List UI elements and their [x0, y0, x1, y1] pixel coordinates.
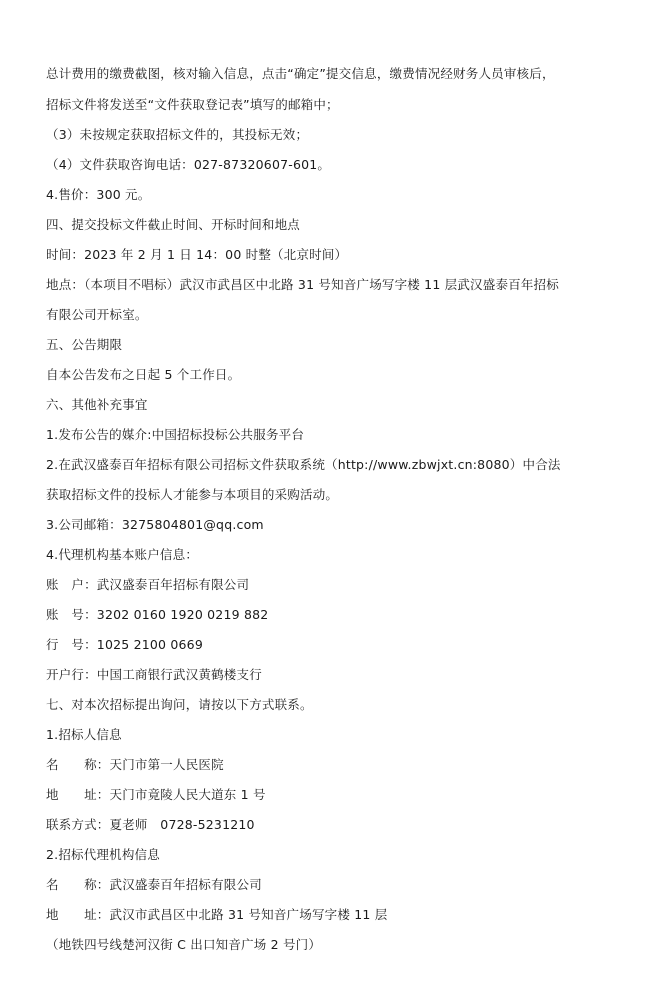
text-line: 3.公司邮箱：3275804801@qq.com: [46, 517, 264, 532]
text-line: 时间：2023 年 2 月 1 日 14：00 时整（北京时间）: [46, 247, 348, 262]
text-line: 联系方式：夏老师 0728-5231210: [46, 817, 255, 832]
text-line: 4.代理机构基本账户信息：: [46, 547, 199, 562]
text-line: 名 称：武汉盛泰百年招标有限公司: [46, 877, 262, 892]
text-line: 获取招标文件的投标人才能参与本项目的采购活动。: [46, 487, 339, 502]
text-line: 行 号：1025 2100 0669: [46, 637, 203, 652]
text-line: 2.招标代理机构信息: [46, 847, 160, 862]
text-line: 账 号：3202 0160 1920 0219 882: [46, 607, 269, 622]
text-line: 地 址：天门市竟陵人民大道东 1 号: [46, 787, 266, 802]
text-line: 地点：（本项目不唱标）武汉市武昌区中北路 31 号知音广场写字楼 11 层武汉盛泰百年招标: [46, 277, 559, 292]
text-line: 1.招标人信息: [46, 727, 122, 742]
section-heading: 五、公告期限: [46, 337, 123, 352]
text-line: 开户行：中国工商银行武汉黄鹤楼支行: [46, 667, 262, 682]
text-line: 招标文件将发送至“文件获取登记表”填写的邮箱中；: [46, 97, 339, 112]
text-line: （4）文件获取咨询电话：027-87320607-601。: [46, 157, 331, 172]
text-line: 4.售价：300 元。: [46, 187, 151, 202]
text-line: 2.在武汉盛泰百年招标有限公司招标文件获取系统（http://www.zbwjxt.cn:8080）中合法: [46, 457, 561, 472]
section-heading: 六、其他补充事宜: [46, 397, 148, 412]
text-line: 有限公司开标室。: [46, 307, 148, 322]
text-line: （地铁四号线楚河汉街 C 出口知音广场 2 号门）: [46, 937, 322, 952]
section-heading: 七、对本次招标提出询问，请按以下方式联系。: [46, 697, 313, 712]
text-line: 1.发布公告的媒介:中国招标投标公共服务平台: [46, 427, 305, 442]
text-line: 自本公告发布之日起 5 个工作日。: [46, 367, 241, 382]
section-heading: 四、提交投标文件截止时间、开标时间和地点: [46, 217, 301, 232]
text-line: （3）未按规定获取招标文件的，其投标无效；: [46, 127, 309, 142]
text-line: 总计费用的缴费截图，核对输入信息，点击“确定”提交信息，缴费情况经财务人员审核后，: [46, 66, 555, 81]
text-line: 地 址：武汉市武昌区中北路 31 号知音广场写字楼 11 层: [46, 907, 388, 922]
text-line: 名 称：天门市第一人民医院: [46, 757, 224, 772]
text-line: 账 户：武汉盛泰百年招标有限公司: [46, 577, 250, 592]
